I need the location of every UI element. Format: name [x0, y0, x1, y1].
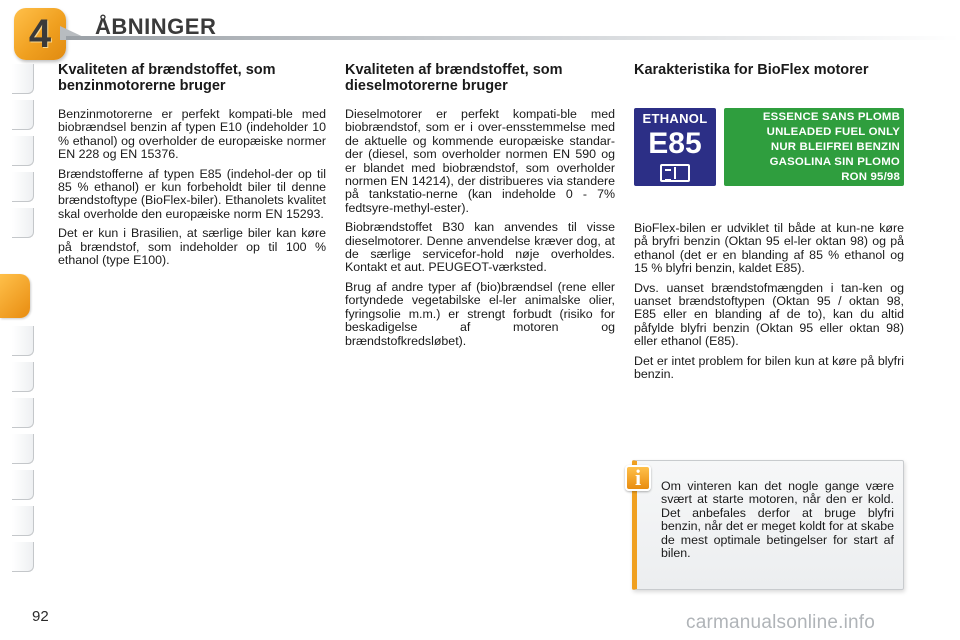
chapter-tab[interactable] — [12, 208, 34, 238]
info-icon: i — [625, 465, 651, 491]
unleaded-label-line: NUR BLEIFREI BENZIN — [770, 141, 900, 153]
paragraph: Brændstofferne af typen E85 (indehol-der op til 85 % ethanol) er kun forbeholdt biler til denne brændstoftype (BioFlex-biler). Ethanolets kvalitet skal overholde den europæiske norm EN 15293. — [58, 166, 326, 221]
paragraph: Dvs. uanset brændstofmængden i tan-ken og uanset brændstoftypen (Oktan 95 / oktan 98, E85 eller en blanding af de to), kan du altid påfylde blyfri benzin (Oktan 95 eller oktan 98) eller ethanol (E85). — [634, 280, 904, 349]
info-text: Om vinteren kan det nogle gange være svært at starte motoren, når den er kold. Det anbefales derfor at bruge blyfri benzin, når det er meget koldt for at skabe de mest optimale betingelser for start af bilen. — [661, 479, 894, 561]
ethanol-label-top: ETHANOL — [642, 111, 708, 126]
chapter-tab[interactable] — [12, 136, 34, 166]
chapter-tab[interactable] — [12, 434, 34, 464]
ethanol-label-main: E85 — [648, 127, 702, 160]
ethanol-e85-label — [634, 108, 716, 186]
section-heading: Kvaliteten af brændstoffet, som benzinmotorerne bruger — [58, 62, 276, 94]
chapter-badge — [14, 8, 66, 60]
section-heading: Karakteristika for BioFlex motorer — [634, 62, 869, 78]
chapter-tab[interactable] — [12, 172, 34, 202]
page-number: 92 — [32, 608, 49, 625]
paragraph: Biobrændstoffet B30 kan anvendes til visse dieselmotorer. Denne anvendelse kræver dog, at de særlige servicefor-hold nøje overholdes. Kontakt et aut. PEUGEOT-værksted. — [345, 220, 615, 275]
manual-book-icon — [660, 164, 690, 182]
chapter-title: ÅBNINGER — [95, 14, 217, 39]
unleaded-label-line: RON 95/98 — [841, 171, 900, 183]
paragraph: Det er kun i Brasilien, at særlige biler kan køre på brændstof, som indeholder op til 100 % ethanol (type E100). — [58, 226, 326, 268]
section-heading: Kvaliteten af brændstoffet, som dieselmotorerne bruger — [345, 62, 563, 94]
unleaded-label-line: GASOLINA SIN PLOMO — [769, 156, 900, 168]
chapter-tab[interactable] — [12, 64, 34, 94]
chapter-tab[interactable] — [12, 326, 34, 356]
unleaded-label-line: ESSENCE SANS PLOMB — [762, 111, 900, 123]
unleaded-fuel-label — [724, 108, 904, 186]
paragraph: Det er intet problem for bilen kun at køre på blyfri benzin. — [634, 353, 904, 382]
chapter-tab[interactable] — [12, 100, 34, 130]
chapter-tab[interactable] — [12, 542, 34, 572]
paragraph: Brug af andre typer af (bio)brændsel (rene eller fortyndede vegetabilske el-ler animalske olier, fyringsolie m.m.) er strengt forbudt (risiko for beskadigelse af motoren og brændstofkredsløbet). — [345, 279, 615, 348]
watermark: carmanualsonline.info — [686, 612, 876, 633]
chapter-tab[interactable] — [12, 470, 34, 500]
column-petrol-fuel — [58, 62, 326, 273]
column-diesel-fuel — [345, 62, 615, 354]
chapter-number: 4 — [28, 12, 52, 56]
paragraph: BioFlex-bilen er udviklet til både at kun-ne køre på bryfri benzin (Oktan 95 el-ler oktan 98) og på ethanol (det er en blanding af 85 % ethanol og 15 % blyfri benzin, kaldet E85). — [634, 221, 904, 276]
chapter-tab[interactable] — [12, 506, 34, 536]
chapter-tab-active[interactable] — [0, 274, 30, 318]
chapter-tab[interactable] — [12, 398, 34, 428]
paragraph: Benzinmotorerne er perfekt kompati-ble med biobrændsel benzin af typen E10 (indeholder 10 % ethanol) og overholder de europæiske normer EN 228 og EN 15376. — [58, 107, 326, 162]
chapter-tab[interactable] — [12, 362, 34, 392]
paragraph: Dieselmotorer er perfekt kompati-ble med biobrændstof, som er i over-ensstemmelse med de aktuelle og kommende europæiske standar-der (diesel, som overholder normen EN 590 og er blandet med biobrændstof, som overholder normen EN 14214), der distribueres via standere på tankstatio-nerne (kan indeholde 0 - 7% fedtsyre-methyl-ester). — [345, 107, 615, 215]
unleaded-label-line: UNLEADED FUEL ONLY — [766, 126, 900, 138]
